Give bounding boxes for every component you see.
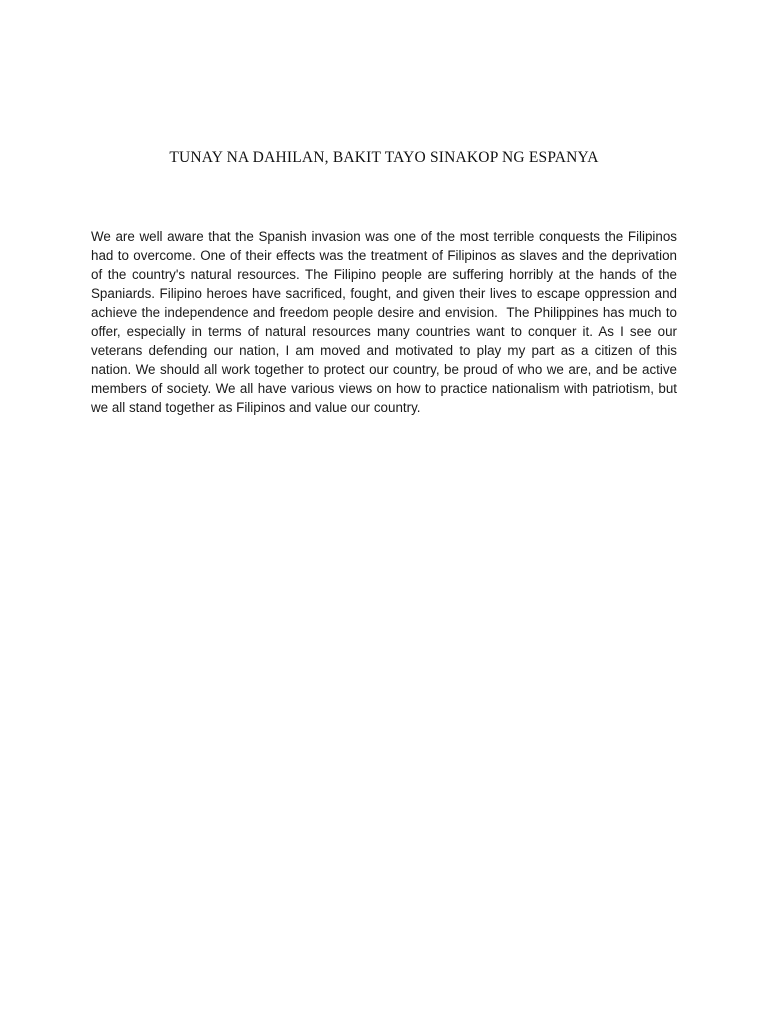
document-title: TUNAY NA DAHILAN, BAKIT TAYO SINAKOP NG ESPANYA xyxy=(169,149,599,166)
body-paragraph: We are well aware that the Spanish invasion was one of the most terrible conquests the Filipinos had to overcome. One of their effects was the treatment of Filipinos as slaves and the deprivation of the country's natural resources. The Filipino people are suffering horribly at the hands of the Spaniards. Filipino heroes have sacrificed, fought, and given their lives to escape oppression and achieve the independence and freedom people desire and envision. The Philippines has much to offer, especially in terms of natural resources many countries want to conquer it. As I see our veterans defending our nation, I am moved and motivated to play my part as a citizen of this nation. We should all work together to protect our country, be proud of who we are, and be active members of society. We all have various views on how to practice nationalism with patriotism, but we all stand together as Filipinos and value our country. xyxy=(91,229,681,415)
